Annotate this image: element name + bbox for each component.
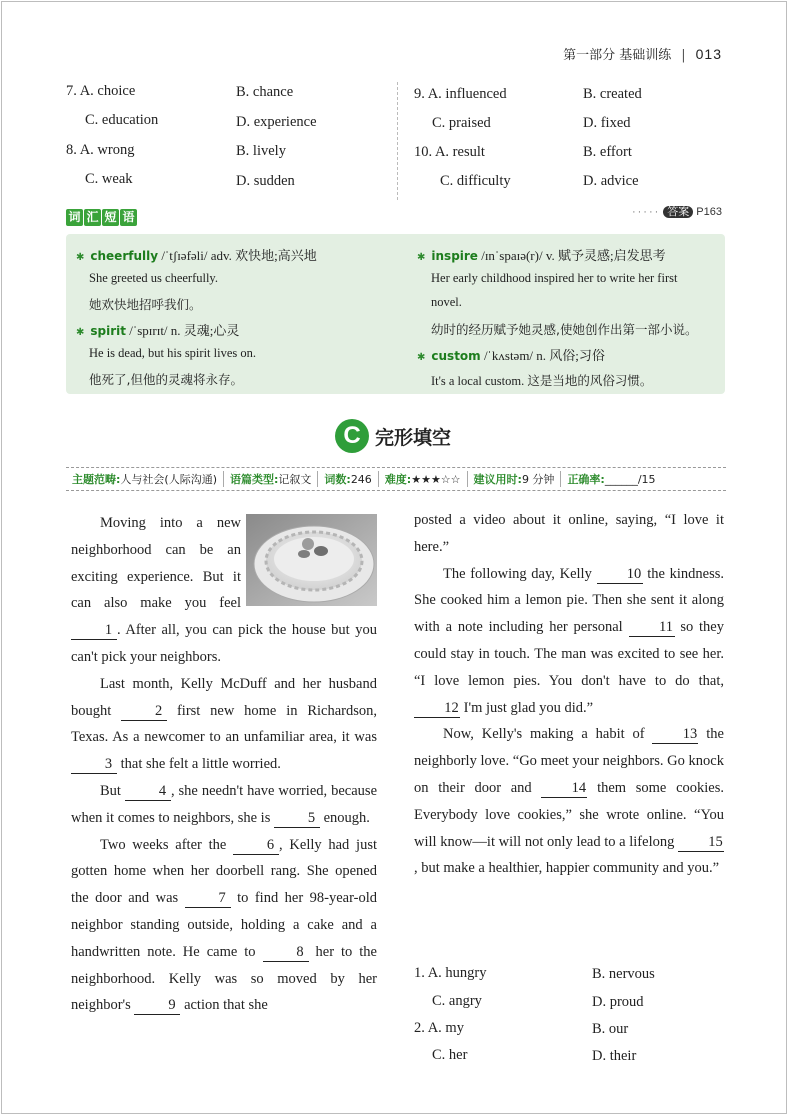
q10-a[interactable]: 10. A. result: [414, 144, 485, 160]
paragraph: posted a video about it online, saying, “I love it here.”: [414, 512, 724, 555]
answer-reference[interactable]: ····· 答案 P163: [631, 206, 722, 218]
passage-right: [414, 507, 724, 882]
paragraph: The following day, Kelly 10 the kindness. She cooked him a lemon pie. Then she sent it along with a note including her personal 11 so they could stay in touch. The man was excited to see her. “I love lemon pies. You don't have to do that, 12 I'm just glad you did.”: [414, 565, 725, 716]
blank-12[interactable]: 12: [414, 699, 460, 718]
q8-b[interactable]: B. lively: [236, 143, 286, 159]
q9-c[interactable]: C. praised: [432, 115, 491, 131]
q10-d[interactable]: D. advice: [583, 173, 639, 189]
blank-8[interactable]: 8: [263, 943, 309, 962]
q7-a[interactable]: 7. A. choice: [66, 83, 136, 99]
q8-a[interactable]: 8. A. wrong: [66, 142, 135, 158]
blank-3[interactable]: 3: [71, 755, 117, 774]
meta-time: 建议用时:9 分钟: [468, 471, 562, 487]
q7-d[interactable]: D. experience: [236, 114, 317, 130]
section-c-icon: C: [335, 419, 369, 453]
q1-b[interactable]: B. nervous: [592, 966, 655, 982]
blank-1[interactable]: 1: [71, 621, 117, 640]
q9-b[interactable]: B. created: [583, 86, 642, 102]
paragraph: Last month, Kelly McDuff and her husband bought 2 first new home in Richardson, Texas. As a newcomer to an unfamiliar area, it was 3 that she felt a little worried.: [71, 675, 377, 773]
paragraph: Moving into a new neighborhood can be an exciting experience. But it can also make you feel 1 . After all, you can pick the house but you can't pick your neighbors.: [71, 515, 377, 665]
page-header: 第一部分 基础训练 | 013: [563, 46, 722, 63]
vocab-example-cn: 幼时的经历赋予她灵感,使她创作出第一部小说。: [431, 322, 698, 337]
vocab-spirit: ✱ spirit /ˈspɪrɪt/ n. 灵魂;心灵: [76, 323, 240, 338]
blank-2[interactable]: 2: [121, 702, 167, 721]
meta-genre: 语篇类型:记叙文: [224, 471, 318, 487]
vocab-example-en: It's a local custom. 这是当地的风俗习惯。: [431, 374, 653, 388]
blank-11[interactable]: 11: [629, 618, 675, 637]
q10-c[interactable]: C. difficulty: [440, 173, 511, 189]
blank-15[interactable]: 15: [678, 833, 724, 852]
q10-b[interactable]: B. effort: [583, 144, 632, 160]
vocab-inspire: ✱ inspire /ɪnˈspaɪə(r)/ v. 赋予灵感;启发思考: [417, 248, 666, 263]
meta-topic: 主题范畴:人与社会(人际沟通): [66, 471, 224, 487]
passage-meta-bar: [66, 467, 726, 491]
paragraph: But 4 , she needn't have worried, because when it comes to neighbors, she is 5 enough.: [71, 782, 377, 826]
blank-4[interactable]: 4: [125, 782, 171, 801]
q8-c[interactable]: C. weak: [85, 171, 133, 187]
paragraph: Two weeks after the 6 , Kelly had just gotten home when her doorbell rang. She opened the door and was 7 to find her 98-year-old neighbor standing outside, holding a cake and a handwritten note. He came to 8 her to the neighborhood. Kelly was so moved by her neighbor's 9 action that she: [71, 836, 377, 1014]
q8-d[interactable]: D. sudden: [236, 173, 295, 189]
meta-difficulty: 难度:★★★☆☆: [379, 471, 468, 487]
vocab-custom: ✱ custom /ˈkʌstəm/ n. 风俗;习俗: [417, 348, 605, 363]
q2-d[interactable]: D. their: [592, 1048, 637, 1064]
passage-left: [71, 510, 377, 1019]
q9-a[interactable]: 9. A. influenced: [414, 86, 507, 102]
blank-10[interactable]: 10: [597, 565, 643, 584]
vocab-example-cn: 他死了,但他的灵魂将永存。: [89, 372, 243, 387]
q9-d[interactable]: D. fixed: [583, 115, 631, 131]
vocab-example-cn: 她欢快地招呼我们。: [89, 297, 202, 312]
blank-5[interactable]: 5: [274, 809, 320, 828]
q1-d[interactable]: D. proud: [592, 994, 644, 1010]
vocab-title: 词 汇 短 语: [66, 209, 138, 226]
blank-14[interactable]: 14: [541, 779, 587, 798]
meta-word-count: 词数:246: [318, 471, 378, 487]
q1-a[interactable]: 1. A. hungry: [414, 965, 487, 981]
q2-b[interactable]: B. our: [592, 1021, 629, 1037]
blank-7[interactable]: 7: [185, 889, 231, 908]
column-divider: [397, 82, 398, 200]
page-number: 013: [695, 46, 722, 62]
paragraph: Now, Kelly's making a habit of 13 the neighborly love. “Go meet your neighbors. Go knock on their door and 14 them some cookies. Everybody love cookies,” she wrote online. “You will know—it will not only lead to a lifelong 15, but make a healthier, happier community and you.”: [414, 726, 724, 877]
section-title: [335, 419, 451, 453]
blank-6[interactable]: 6: [233, 836, 279, 855]
q7-c[interactable]: C. education: [85, 112, 159, 128]
vocab-example-en: She greeted us cheerfully.: [89, 271, 218, 285]
section-title-text: 完形填空: [375, 426, 452, 449]
vocab-cheerfully: ✱ cheerfully /ˈtʃɪəfəli/ adv. 欢快地;高兴地: [76, 248, 317, 263]
vocab-example-en: novel.: [431, 295, 462, 309]
q7-b[interactable]: B. chance: [236, 84, 294, 100]
q1-c[interactable]: C. angry: [432, 993, 482, 1009]
q2-a[interactable]: 2. A. my: [414, 1020, 464, 1036]
vocab-example-en: Her early childhood inspired her to write her first: [431, 271, 678, 285]
blank-9[interactable]: 9: [134, 996, 180, 1015]
q2-c[interactable]: C. her: [432, 1047, 468, 1063]
photo-spacer: [241, 510, 377, 610]
section-label: 第一部分 基础训练: [563, 48, 672, 63]
blank-13[interactable]: 13: [652, 725, 698, 744]
vocab-example-en: He is dead, but his spirit lives on.: [89, 346, 256, 360]
meta-accuracy: 正确率:______/15: [567, 473, 656, 486]
